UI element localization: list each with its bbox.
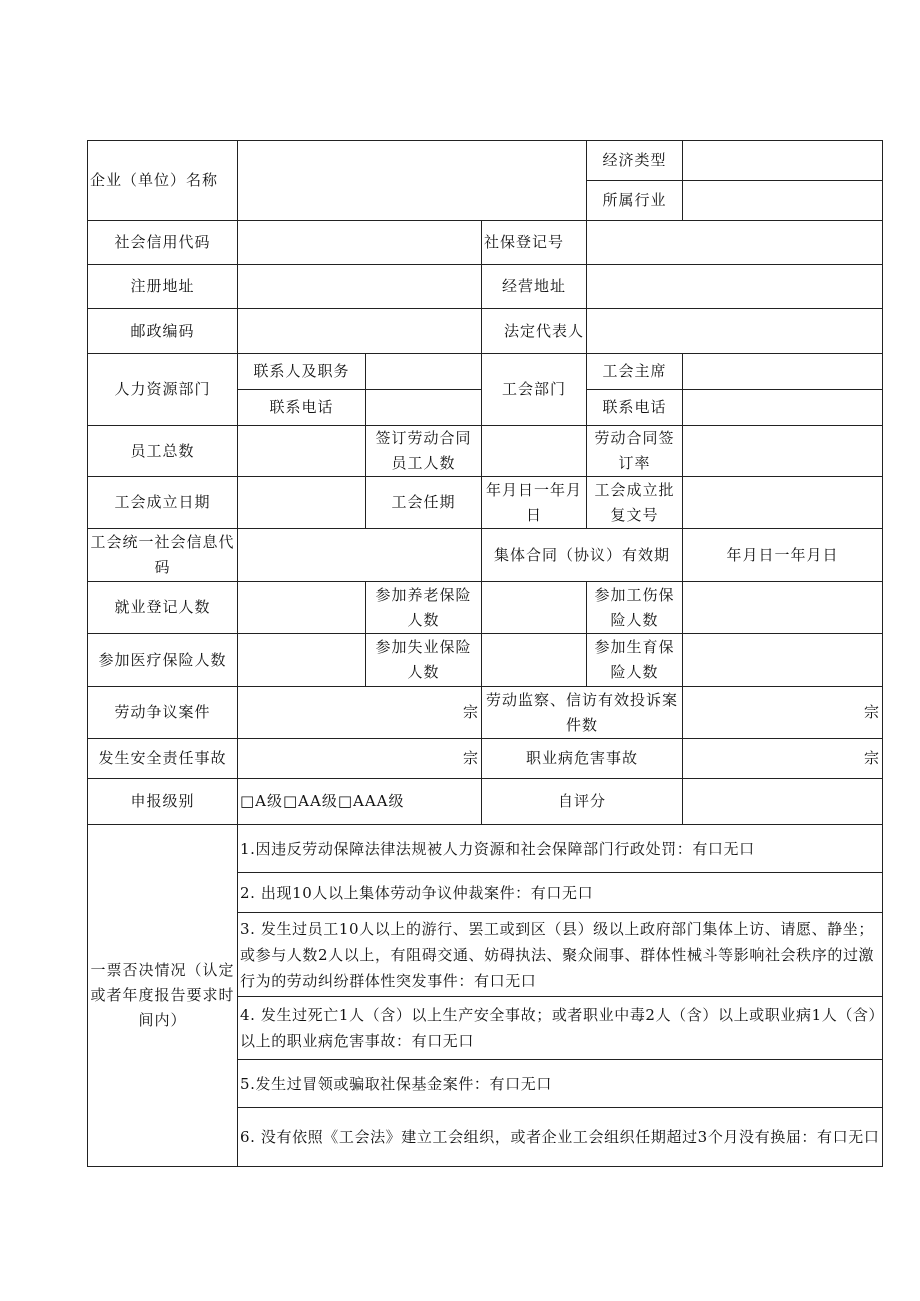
postal-code-field[interactable] (238, 309, 482, 354)
labor-dispute-label: 劳动争议案件 (88, 687, 238, 739)
contract-rate-label: 劳动合同签订率 (587, 426, 683, 477)
complaint-cases-label: 劳动监察、信访有效投诉案件数 (482, 687, 683, 739)
self-score-label: 自评分 (482, 779, 683, 825)
social-security-no-label: 社保登记号 (482, 221, 587, 265)
economic-type-field[interactable] (683, 141, 883, 181)
safety-accidents-label: 发生安全责任事故 (88, 739, 238, 779)
collective-contract-value[interactable]: 年月日一年月日 (683, 529, 883, 582)
business-address-label: 经营地址 (482, 265, 587, 309)
veto-item: 5.发生过冒领或骗取社保基金案件：有口无口 (238, 1060, 883, 1108)
industry-field[interactable] (683, 181, 883, 221)
pension-insured-field[interactable] (482, 582, 587, 634)
registered-address-field[interactable] (238, 265, 482, 309)
complaint-cases-unit[interactable]: 宗 (683, 687, 883, 739)
union-founded-date-field[interactable] (238, 477, 366, 529)
declared-level-label: 申报级别 (88, 779, 238, 825)
union-approval-no-field[interactable] (683, 477, 883, 529)
pension-insured-label: 参加养老保险人数 (366, 582, 482, 634)
self-score-field[interactable] (683, 779, 883, 825)
union-phone-field[interactable] (683, 390, 883, 426)
contract-signed-label: 签订劳动合同员工人数 (366, 426, 482, 477)
contact-person-field[interactable] (366, 354, 482, 390)
safety-accidents-unit[interactable]: 宗 (238, 739, 482, 779)
registered-address-label: 注册地址 (88, 265, 238, 309)
business-address-field[interactable] (587, 265, 883, 309)
labor-dispute-unit[interactable]: 宗 (238, 687, 482, 739)
veto-title: 一票否决情况（认定或者年度报告要求时间内） (88, 825, 238, 1167)
maternity-insured-field[interactable] (683, 634, 883, 687)
unemployment-insured-label: 参加失业保险人数 (366, 634, 482, 687)
employment-registered-field[interactable] (238, 582, 366, 634)
collective-contract-label: 集体合同（协议）有效期 (482, 529, 683, 582)
union-term-label: 工会任期 (366, 477, 482, 529)
contract-rate-field[interactable] (683, 426, 883, 477)
injury-insured-label: 参加工伤保险人数 (587, 582, 683, 634)
unemployment-insured-field[interactable] (482, 634, 587, 687)
credit-code-label: 社会信用代码 (88, 221, 238, 265)
enterprise-info-form (87, 140, 883, 1167)
union-department-label: 工会部门 (482, 354, 587, 426)
veto-item: 1.因违反劳动保障法律法规被人力资源和社会保障部门行政处罚：有口无口 (238, 825, 883, 873)
social-security-no-field[interactable] (587, 221, 883, 265)
union-chair-label: 工会主席 (587, 354, 683, 390)
injury-insured-field[interactable] (683, 582, 883, 634)
employment-registered-label: 就业登记人数 (88, 582, 238, 634)
hr-department-label: 人力资源部门 (88, 354, 238, 426)
union-credit-code-field[interactable] (238, 529, 482, 582)
occupational-accidents-label: 职业病危害事故 (482, 739, 683, 779)
union-phone-label: 联系电话 (587, 390, 683, 426)
total-employees-field[interactable] (238, 426, 366, 477)
veto-item: 6. 没有依照《工会法》建立工会组织，或者企业工会组织任期超过3个月没有换届：有口无口 (238, 1108, 883, 1167)
credit-code-field[interactable] (238, 221, 482, 265)
legal-rep-field[interactable] (587, 309, 883, 354)
occupational-accidents-unit[interactable]: 宗 (683, 739, 883, 779)
postal-code-label: 邮政编码 (88, 309, 238, 354)
contact-person-label: 联系人及职务 (238, 354, 366, 390)
hr-phone-label: 联系电话 (238, 390, 366, 426)
union-credit-code-label: 工会统一社会信息代码 (88, 529, 238, 582)
medical-insured-field[interactable] (238, 634, 366, 687)
hr-phone-field[interactable] (366, 390, 482, 426)
industry-label: 所属行业 (587, 181, 683, 221)
company-name-label: 企业（单位）名称 (88, 141, 238, 221)
company-name-field[interactable] (238, 141, 587, 221)
veto-item: 3. 发生过员工10人以上的游行、罢工或到区（县）级以上政府部门集体上访、请愿、静坐；或参与人数2人以上，有阻碍交通、妨碍执法、聚众闹事、群体性械斗等影响社会秩序的过激行为的劳动纠纷群体性突发事件：有口无口 (238, 913, 883, 997)
legal-rep-label: 法定代表人 (482, 309, 587, 354)
medical-insured-label: 参加医疗保险人数 (88, 634, 238, 687)
contract-signed-field[interactable] (482, 426, 587, 477)
level-options[interactable]: □A级□AA级□AAA级 (238, 779, 482, 825)
economic-type-label: 经济类型 (587, 141, 683, 181)
union-chair-field[interactable] (683, 354, 883, 390)
union-founded-date-label: 工会成立日期 (88, 477, 238, 529)
veto-item: 2. 出现10人以上集体劳动争议仲裁案件：有口无口 (238, 873, 883, 913)
union-term-value[interactable]: 年月日一年月日 (482, 477, 587, 529)
union-approval-no-label: 工会成立批复文号 (587, 477, 683, 529)
total-employees-label: 员工总数 (88, 426, 238, 477)
maternity-insured-label: 参加生育保险人数 (587, 634, 683, 687)
veto-item: 4. 发生过死亡1人（含）以上生产安全事故；或者职业中毒2人（含）以上或职业病1人（含）以上的职业病危害事故：有口无口 (238, 997, 883, 1060)
